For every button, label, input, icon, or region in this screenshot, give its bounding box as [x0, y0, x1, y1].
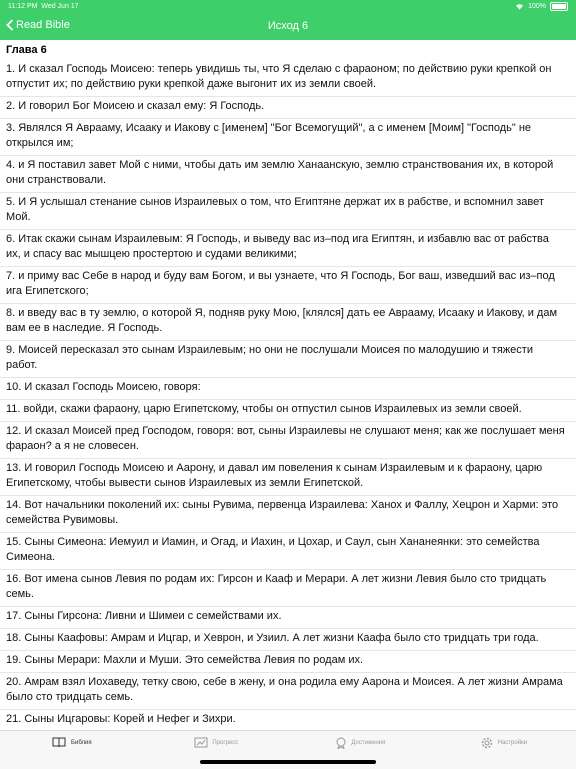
book-icon: [52, 737, 66, 748]
verse-item[interactable]: 19. Сыны Мерари: Махли и Муши. Это семейства Левия по родам их.: [0, 651, 576, 673]
verse-item[interactable]: 1. И сказал Господь Моисею: теперь увидишь ты, что Я сделаю с фараоном; по действию руки крепкой он отпустит их; по действию руки крепкой даже выгонит их из земли своей.: [0, 60, 576, 97]
tab-progress[interactable]: [144, 737, 288, 748]
verse-item[interactable]: 3. Являлся Я Аврааму, Исааку и Иакову с [именем] "Бог Всемогущий", а с именем [Моим] "Господь" не открылся им;: [0, 119, 576, 156]
verse-item[interactable]: 2. И говорил Бог Моисею и сказал ему: Я Господь.: [0, 97, 576, 119]
status-right: [515, 2, 568, 11]
verse-item[interactable]: 20. Амрам взял Иохаведу, тетку свою, себе в жену, и она родила ему Аарона и Моисея. А лет жизни Амрама было сто тридцать семь.: [0, 673, 576, 710]
verse-item[interactable]: 6. Итак скажи сынам Израилевым: Я Господь, и выведу вас из–под ига Египтян, и избавлю вас от рабства их, и спасу вас мышцею простертою и судами великими;: [0, 230, 576, 267]
verse-item[interactable]: 11. войди, скажи фараону, царю Египетскому, чтобы он отпустил сынов Израилевых из земли своей.: [0, 400, 576, 422]
verse-item[interactable]: 17. Сыны Гирсона: Ливни и Шимеи с семействами их.: [0, 607, 576, 629]
home-indicator: [200, 760, 376, 764]
achievements-icon: [335, 737, 347, 749]
tab-label: Настройки: [497, 740, 528, 746]
verse-item[interactable]: 10. И сказал Господь Моисею, говоря:: [0, 378, 576, 400]
verse-item[interactable]: 21. Сыны Ицгаровы: Корей и Нефег и Зихри.: [0, 710, 576, 730]
verse-item[interactable]: 8. и введу вас в ту землю, о которой Я, подняв руку Мою, [клялся] дать ее Аврааму, Исааку и Иакову, и дам вам ее в наследие. Я Господь.: [0, 304, 576, 341]
status-time: 11:12 PM Wed Jun 17: [8, 3, 79, 10]
verse-item[interactable]: 9. Моисей пересказал это сынам Израилевым; но они не послушали Моисея по малодушию и тяжести работ.: [0, 341, 576, 378]
verse-item[interactable]: 4. и Я поставил завет Мой с ними, чтобы дать им землю Ханаанскую, землю странствования их, в которой они странствовали.: [0, 156, 576, 193]
wifi-icon: [515, 3, 524, 10]
navigation-bar: [0, 14, 576, 40]
gear-icon: [481, 737, 493, 749]
chapter-content[interactable]: [0, 42, 576, 730]
chapter-title: Глава 6: [6, 44, 47, 56]
verse-item[interactable]: 15. Сыны Симеона: Иемуил и Иамин, и Огад, и Иахин, и Цохар, и Саул, сын Хананеянки: это семейства Симеона.: [0, 533, 576, 570]
verse-item[interactable]: 18. Сыны Каафовы: Амрам и Ицгар, и Хеврон, и Узиил. А лет жизни Каафа было сто тридцать три года.: [0, 629, 576, 651]
verse-item[interactable]: 16. Вот имена сынов Левия по родам их: Гирсон и Кааф и Мерари. А лет жизни Левия было сто тридцать семь.: [0, 570, 576, 607]
tab-settings[interactable]: [432, 737, 576, 749]
progress-icon: [194, 737, 208, 748]
status-bar: [0, 0, 576, 14]
verse-list: [0, 60, 576, 730]
verse-item[interactable]: 7. и приму вас Себе в народ и буду вам Богом, и вы узнаете, что Я Господь, Бог ваш, изведший вас из–под ига Египетского;: [0, 267, 576, 304]
battery-percent: 100%: [528, 3, 546, 10]
top-bar: [0, 0, 576, 40]
tab-bible[interactable]: [0, 737, 144, 748]
verse-item[interactable]: 5. И Я услышал стенание сынов Израилевых о том, что Египтяне держат их в рабстве, и вспомнил завет Мой.: [0, 193, 576, 230]
tab-label: Достижения: [351, 740, 386, 746]
back-label: Read Bible: [16, 19, 70, 31]
verse-item[interactable]: 12. И сказал Моисей пред Господом, говоря: вот, сыны Израилевы не слушают меня; как же послушает меня фараон? а я не словесен.: [0, 422, 576, 459]
page-title: Исход 6: [267, 20, 309, 32]
tab-achievements[interactable]: [288, 737, 432, 749]
tab-label: Прогресс: [212, 739, 239, 746]
verse-item[interactable]: 13. И говорил Господь Моисею и Аарону, и давал им повеления к сынам Израилевым и к фараону, царю Египетскому, чтобы вывести сынов Израилевых из земли Египетской.: [0, 459, 576, 496]
battery-icon: [550, 2, 568, 11]
verse-item[interactable]: 14. Вот начальники поколений их: сыны Рувима, первенца Израилева: Ханох и Фаллу, Хецрон и Харми: это семейства Рувимовы.: [0, 496, 576, 533]
tab-label: Библия: [71, 739, 92, 746]
